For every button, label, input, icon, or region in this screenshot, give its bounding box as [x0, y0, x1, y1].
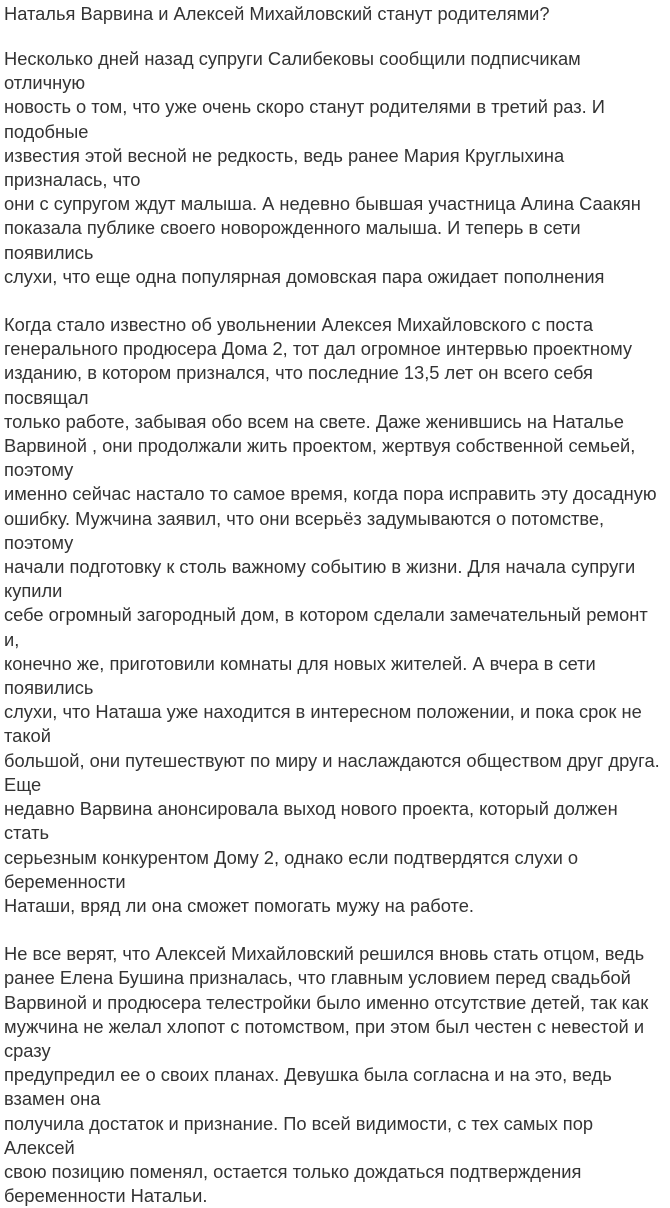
- paragraph-1: Несколько дней назад супруги Салибековы сообщили подписчикам отличную новость о том, что уже очень скоро станут родителями в третий раз. И подобные известия этой весной не редкость, ведь ранее Мария Круглыхина призналась, что они с супругом ждут малыша. А недевно бывшая участница Алина Саакян показала публике своего новорожденного малыша. И теперь в сети появились слухи, что еще одна популярная домовская пара ожидает пополнения: [4, 48, 641, 287]
- paragraph-2: Когда стало известно об увольнении Алексея Михайловского с поста генерального продюсера Дома 2, тот дал огромное интервью проектному изданию, в котором признался, что последние 13,5 лет он всего себя посвящал только работе, забывая обо всем на свете. Даже женившись на Наталье Варвиной , они продолжали жить проектом, жертвуя собственной семьей, поэтому именно сейчас настало то самое время, когда пора исправить эту досадную ошибку. Мужчина заявил, что они всерьёз задумываются о потомстве, поэтому начали подготовку к столь важному событию в жизни. Для начала супруги купили себе огромный загородный дом, в котором сделали замечательный ремонт и, конечно же, приготовили комнаты для новых жителей. А вчера в сети появились слухи, что Наташа уже находится в интересном положении, и пока срок не такой большой, они путешествуют по миру и наслаждаются обществом друг друга. Еще недавно Варвина анонсировала выход нового проекта, который должен стать серьезным конкурентом Дому 2, однако если подтвердятся слухи о беременности Наташи, вряд ли она сможет помогать мужу на работе.: [4, 314, 660, 916]
- article-title: Наталья Варвина и Алексей Михайловский станут родителями?: [4, 3, 550, 24]
- paragraph-3: Не все верят, что Алексей Михайловский решился вновь стать отцом, ведь ранее Елена Бушина призналась, что главным условием перед свадьбой Варвиной и продюсера телестройки было именно отсутствие детей, так как мужчина не желал хлопот с потомством, при этом был честен с невестой и сразу предупредил ее о своих планах. Девушка была согласна и на это, ведь взамен она получила достаток и признание. По всей видимости, с тех самых пор Алексей свою позицию поменял, остается только дождаться подтверждения беременности Натальи.: [4, 943, 649, 1207]
